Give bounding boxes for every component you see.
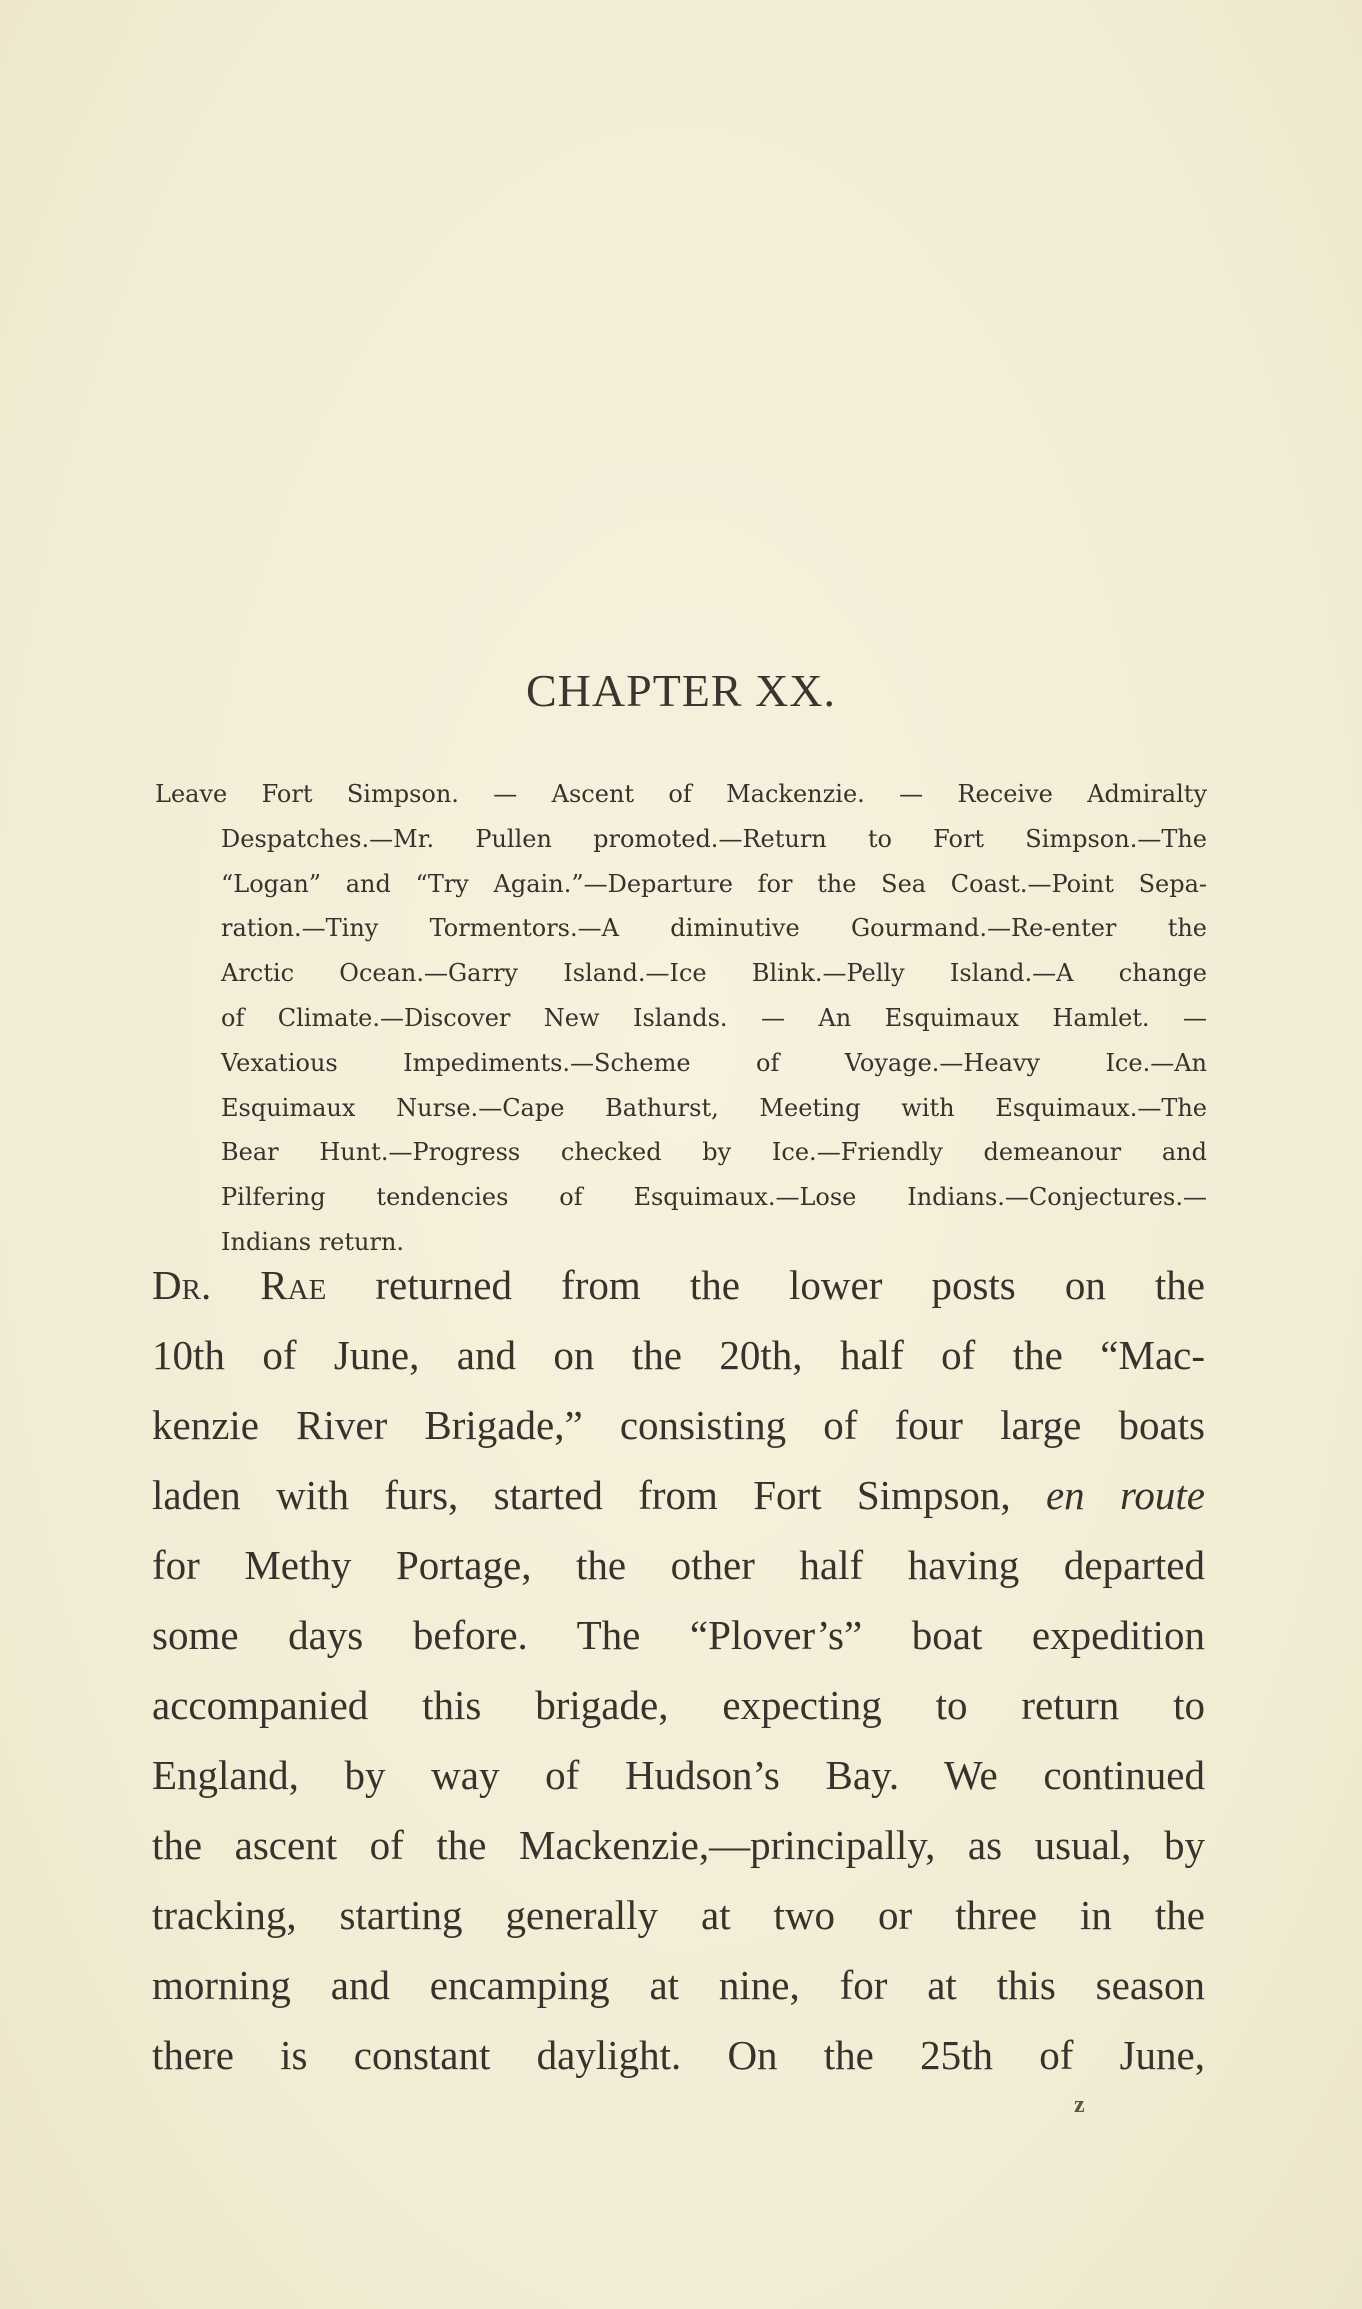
summary-line: Esquimaux Nurse.—Cape Bathurst, Meeting with Esquimaux.—The [221, 1093, 1207, 1122]
body-line: England, by way of Hudson’s Bay. We continued [152, 1752, 1205, 1798]
summary-line: Leave Fort Simpson. — Ascent of Mackenzie. — Receive Admiralty [155, 780, 1207, 808]
body-line: there is constant daylight. On the 25th of June, [152, 2032, 1205, 2078]
body-line-text: returned from the lower posts on the [326, 1262, 1205, 1308]
body-text [152, 1250, 1205, 2090]
body-line: 10th of June, and on the 20th, half of the “Mac- [152, 1332, 1205, 1378]
signature-mark: z [1074, 2092, 1085, 2118]
body-line-text: laden with furs, started from Fort Simpson, [152, 1472, 1046, 1518]
summary-line: of Climate.—Discover New Islands. — An Esquimaux Hamlet. — [221, 1003, 1207, 1032]
summary-line: Vexatious Impediments.—Scheme of Voyage.—Heavy Ice.—An [221, 1048, 1207, 1077]
chapter-summary [155, 772, 1207, 1265]
summary-line: Bear Hunt.—Progress checked by Ice.—Friendly demeanour and [221, 1138, 1207, 1167]
summary-line: Despatches.—Mr. Pullen promoted.—Return to Fort Simpson.—The [221, 824, 1207, 853]
body-line: for Methy Portage, the other half having departed [152, 1542, 1205, 1588]
summary-line: Pilfering tendencies of Esquimaux.—Lose Indians.—Conjectures.— [221, 1183, 1207, 1212]
opening-name: Dr. Rae [152, 1262, 327, 1308]
body-line: some days before. The “Plover’s” boat expedition [152, 1612, 1205, 1658]
summary-line: Arctic Ocean.—Garry Island.—Ice Blink.—Pelly Island.—A change [221, 959, 1207, 988]
summary-line: “Logan” and “Try Again.”—Departure for the Sea Coast.—Point Sepa- [221, 869, 1207, 898]
body-line: accompanied this brigade, expecting to return to [152, 1682, 1205, 1728]
chapter-title: CHAPTER XX. [525, 665, 837, 716]
body-line: tracking, starting generally at two or three in the [152, 1892, 1205, 1938]
italic-phrase: en route [1045, 1472, 1205, 1518]
body-line: the ascent of the Mackenzie,—principally, as usual, by [152, 1822, 1205, 1868]
body-line: morning and encamping at nine, for at this season [152, 1962, 1205, 2008]
body-line: kenzie River Brigade,” consisting of four large boats [152, 1402, 1205, 1448]
body-line [152, 1250, 1205, 1320]
body-line [152, 1460, 1205, 1530]
summary-line: Indians return. [221, 1227, 405, 1256]
summary-line: ration.—Tiny Tormentors.—A diminutive Gourmand.—Re-enter the [221, 914, 1207, 943]
